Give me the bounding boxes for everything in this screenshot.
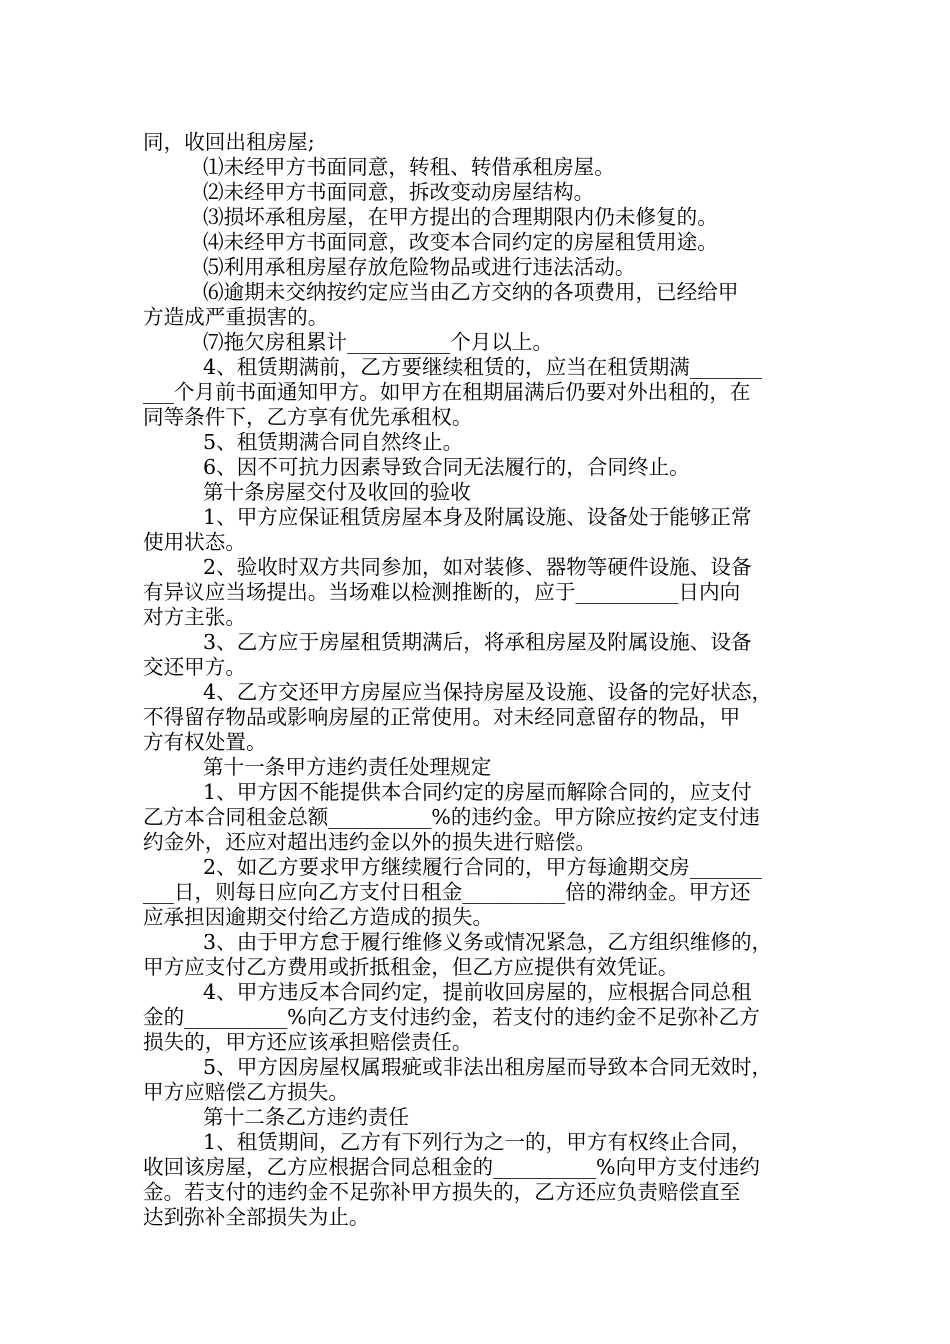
text-line: ⑺拖欠房租累计__________个月以上。 [203,330,554,354]
text-line: 不得留存物品或影响房屋的正常使用。对未经同意留存的物品，甲 [143,705,741,729]
text-line: 交还甲方。 [143,655,246,679]
text-line: 同，收回出租房屋; [143,130,315,154]
text-line: 损失的，甲方还应该承担赔偿责任。 [143,1030,473,1054]
text-line: 3、乙方应于房屋租赁期满后，将承租房屋及附属设施、设备 [203,630,752,654]
text-line: 4、甲方违反本合同约定，提前收回房屋的，应根据合同总租 [203,980,752,1004]
text-line: ⑴未经甲方书面同意，转租、转借承租房屋。 [203,155,615,179]
text-line: 乙方本合同租金总额__________%的违约金。甲方除应按约定支付违 [143,805,760,829]
text-line: 金。若支付的违约金不足弥补甲方损失的，乙方还应负责赔偿直至 [143,1180,741,1204]
text-line: 1、租赁期间，乙方有下列行为之一的，甲方有权终止合同， [203,1130,752,1154]
text-line: 对方主张。 [143,605,246,629]
text-line: 4、租赁期满前，乙方要继续租赁的，应当在租赁期满_______ [203,355,762,379]
text-line: ⑸利用承租房屋存放危险物品或进行违法活动。 [203,255,636,279]
text-line: 6、因不可抗力因素导致合同无法履行的，合同终止。 [203,455,690,479]
text-line: 5、租赁期满合同自然终止。 [203,430,464,454]
text-line: ___日，则每日应向乙方支付日租金__________倍的滞纳金。甲方还 [143,880,751,904]
text-line: ⑵未经甲方书面同意，拆改变动房屋结构。 [203,180,595,204]
text-line: 2、验收时双方共同参加，如对装修、器物等硬件设施、设备 [203,555,752,579]
text-line: 方造成严重损害的。 [143,305,329,329]
text-line: 同等条件下，乙方享有优先承租权。 [143,405,473,429]
text-line: 使用状态。 [143,530,246,554]
text-line: 收回该房屋，乙方应根据合同总租金的__________%向甲方支付违约 [143,1155,760,1179]
text-line: 方有权处置。 [143,730,267,754]
section-heading: 第十条房屋交付及收回的验收 [203,480,471,504]
text-line: 4、乙方交还甲方房屋应当保持房屋及设施、设备的完好状态， [203,680,773,704]
text-line: 2、如乙方要求甲方继续履行合同的，甲方每逾期交房_______ [203,855,762,879]
text-line: 应承担因逾期交付给乙方造成的损失。 [143,905,494,929]
text-line: 金的__________%向乙方支付违约金，若支付的违约金不足弥补乙方 [143,1005,760,1029]
text-line: 1、甲方应保证租赁房屋本身及附属设施、设备处于能够正常 [203,505,752,529]
text-line: 3、由于甲方怠于履行维修义务或情况紧急，乙方组织维修的， [203,930,773,954]
section-heading: 第十二条乙方违约责任 [203,1105,409,1129]
text-line: ⑹逾期未交纳按约定应当由乙方交纳的各项费用，已经给甲 [203,280,739,304]
text-line: 甲方应支付乙方费用或折抵租金，但乙方应提供有效凭证。 [143,955,679,979]
text-line: ___个月前书面通知甲方。如甲方在租期届满后仍要对外出租的，在 [143,380,751,404]
text-line: 有异议应当场提出。当场难以检测推断的，应于__________日内向 [143,580,741,604]
text-line: 5、甲方因房屋权属瑕疵或非法出租房屋而导致本合同无效时， [203,1055,773,1079]
text-line: 1、甲方因不能提供本合同约定的房屋而解除合同的，应支付 [203,780,752,804]
text-line: 甲方应赔偿乙方损失。 [143,1080,349,1104]
section-heading: 第十一条甲方违约责任处理规定 [203,755,492,779]
text-line: ⑷未经甲方书面同意，改变本合同约定的房屋租赁用途。 [203,230,718,254]
text-line: 达到弥补全部损失为止。 [143,1205,370,1229]
text-line: 约金外，还应对超出违约金以外的损失进行赔偿。 [143,830,597,854]
text-line: ⑶损坏承租房屋，在甲方提出的合理期限内仍未修复的。 [203,205,718,229]
